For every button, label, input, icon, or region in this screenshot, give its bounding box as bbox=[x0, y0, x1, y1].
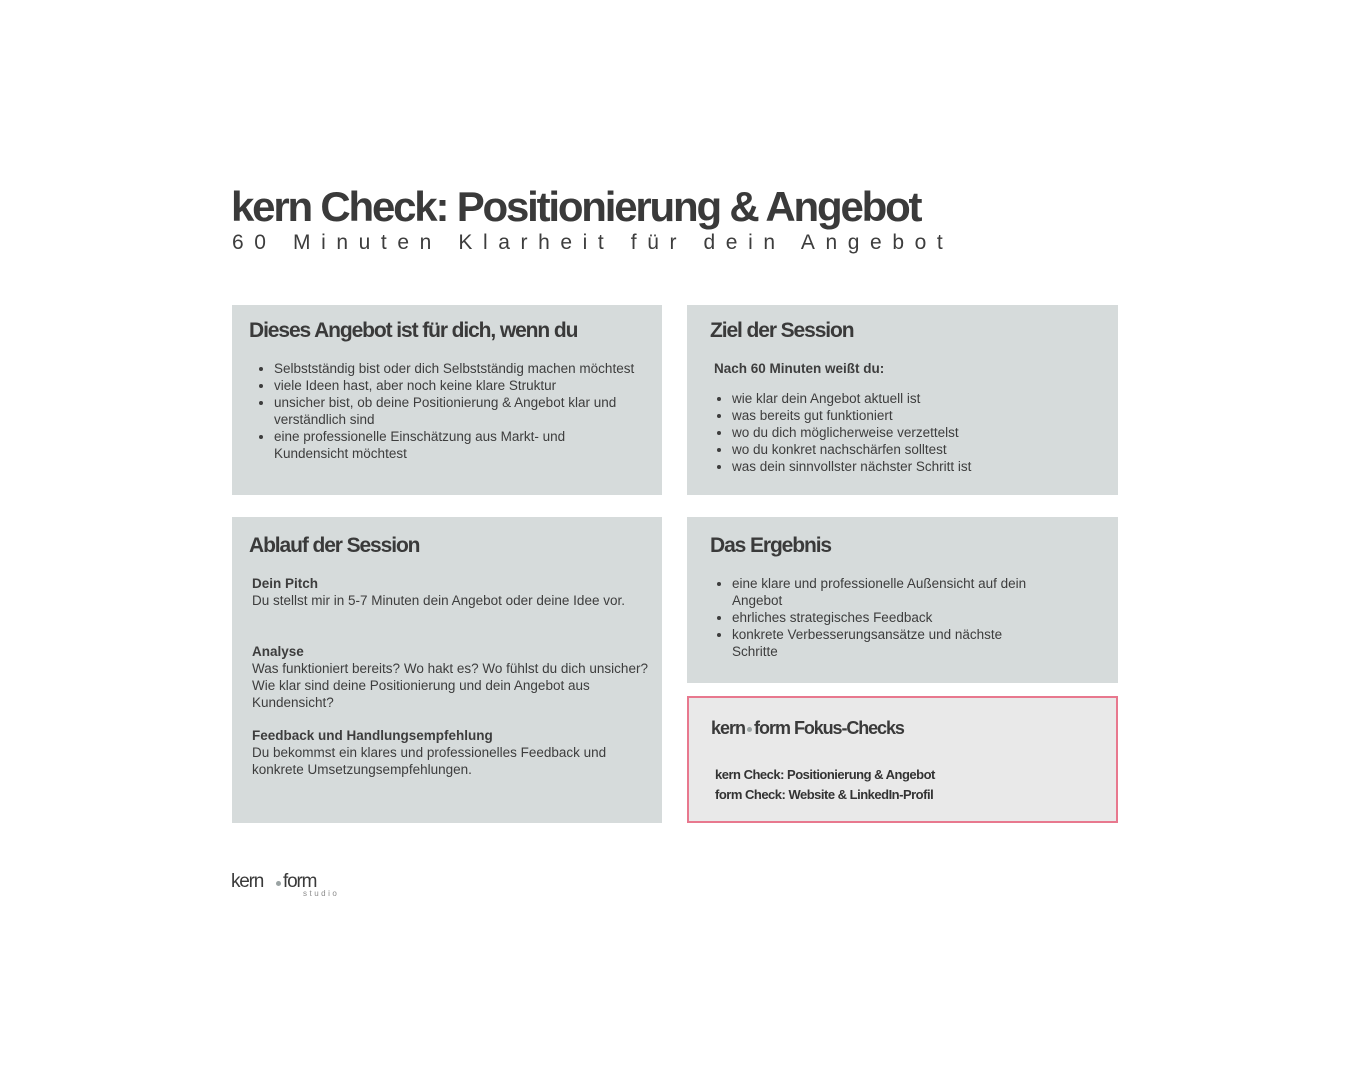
list-item: • viele Ideen hast, aber noch keine klare Struktur bbox=[274, 377, 636, 394]
goal-lead: Nach 60 Minuten weißt du: bbox=[714, 361, 885, 376]
list-item: • unsicher bist, ob deine Positionierung & Angebot klar und verständlich sind bbox=[274, 394, 636, 428]
list-item: form Check: Website & LinkedIn-Profil bbox=[715, 787, 934, 802]
card-session-goal bbox=[687, 305, 1118, 495]
card-title bbox=[711, 716, 904, 740]
kernform-logo bbox=[231, 870, 351, 902]
list-item: kern Check: Positionierung & Angebot bbox=[715, 767, 935, 782]
focus-title-suffix: Fokus-Checks bbox=[793, 718, 904, 738]
list-item: • was bereits gut funktioniert bbox=[732, 407, 1094, 424]
list-item: • Selbstständig bist oder dich Selbstständig machen möchtest bbox=[274, 360, 636, 377]
card-title: Ablauf der Session bbox=[249, 534, 420, 557]
page-title: kern Check: Positionierung & Angebot bbox=[231, 183, 921, 230]
card-title: Dieses Angebot ist für dich, wenn du bbox=[249, 319, 578, 342]
card-focus-checks bbox=[687, 696, 1118, 823]
logo-studio: studio bbox=[303, 889, 340, 898]
step-text: Du bekommst ein klares und professionelles Feedback und konkrete Umsetzungsempfehlungen. bbox=[252, 745, 607, 777]
goal-list bbox=[714, 390, 1094, 475]
result-list bbox=[714, 575, 1044, 660]
card-result bbox=[687, 517, 1118, 683]
list-item: • ehrliches strategisches Feedback bbox=[732, 609, 1044, 626]
list-item: • was dein sinnvollster nächster Schritt ist bbox=[732, 458, 1094, 475]
flow-step bbox=[252, 575, 652, 609]
logo-dot-icon bbox=[276, 881, 281, 886]
list-item: • wo du dich möglicherweise verzettelst bbox=[732, 424, 1094, 441]
flow-step bbox=[252, 727, 652, 778]
focus-list bbox=[715, 765, 935, 805]
card-target-audience bbox=[232, 305, 662, 495]
page-subtitle: 60 Minuten Klarheit für dein Angebot bbox=[232, 231, 954, 254]
step-title: Feedback und Handlungsempfehlung bbox=[252, 728, 493, 743]
logo-form: form bbox=[283, 871, 317, 892]
step-title: Analyse bbox=[252, 644, 304, 659]
step-text: Du stellst mir in 5-7 Minuten dein Angebot oder deine Idee vor. bbox=[252, 593, 625, 608]
step-text: Was funktioniert bereits? Wo hakt es? Wo fühlst du dich unsicher? Wie klar sind deine Positionierung und dein Angebot aus Kundensicht? bbox=[252, 661, 648, 710]
brand-dot-icon bbox=[747, 727, 752, 732]
list-item: • eine professionelle Einschätzung aus Markt- und Kundensicht möchtest bbox=[274, 428, 636, 462]
card-session-flow bbox=[232, 517, 662, 823]
logo-kern: kern bbox=[231, 871, 264, 892]
step-title: Dein Pitch bbox=[252, 576, 319, 591]
brand-kern: kern bbox=[711, 718, 746, 738]
list-item: • eine klare und professionelle Außensicht auf dein Angebot bbox=[732, 575, 1044, 609]
card-title: Ziel der Session bbox=[710, 319, 854, 342]
list-item: • konkrete Verbesserungsansätze und nächste Schritte bbox=[732, 626, 1044, 660]
brand-form: form bbox=[754, 718, 791, 738]
list-item: • wo du konkret nachschärfen solltest bbox=[732, 441, 1094, 458]
audience-list bbox=[256, 360, 636, 462]
flow-step bbox=[252, 643, 652, 711]
list-item: • wie klar dein Angebot aktuell ist bbox=[732, 390, 1094, 407]
card-title: Das Ergebnis bbox=[710, 534, 832, 557]
